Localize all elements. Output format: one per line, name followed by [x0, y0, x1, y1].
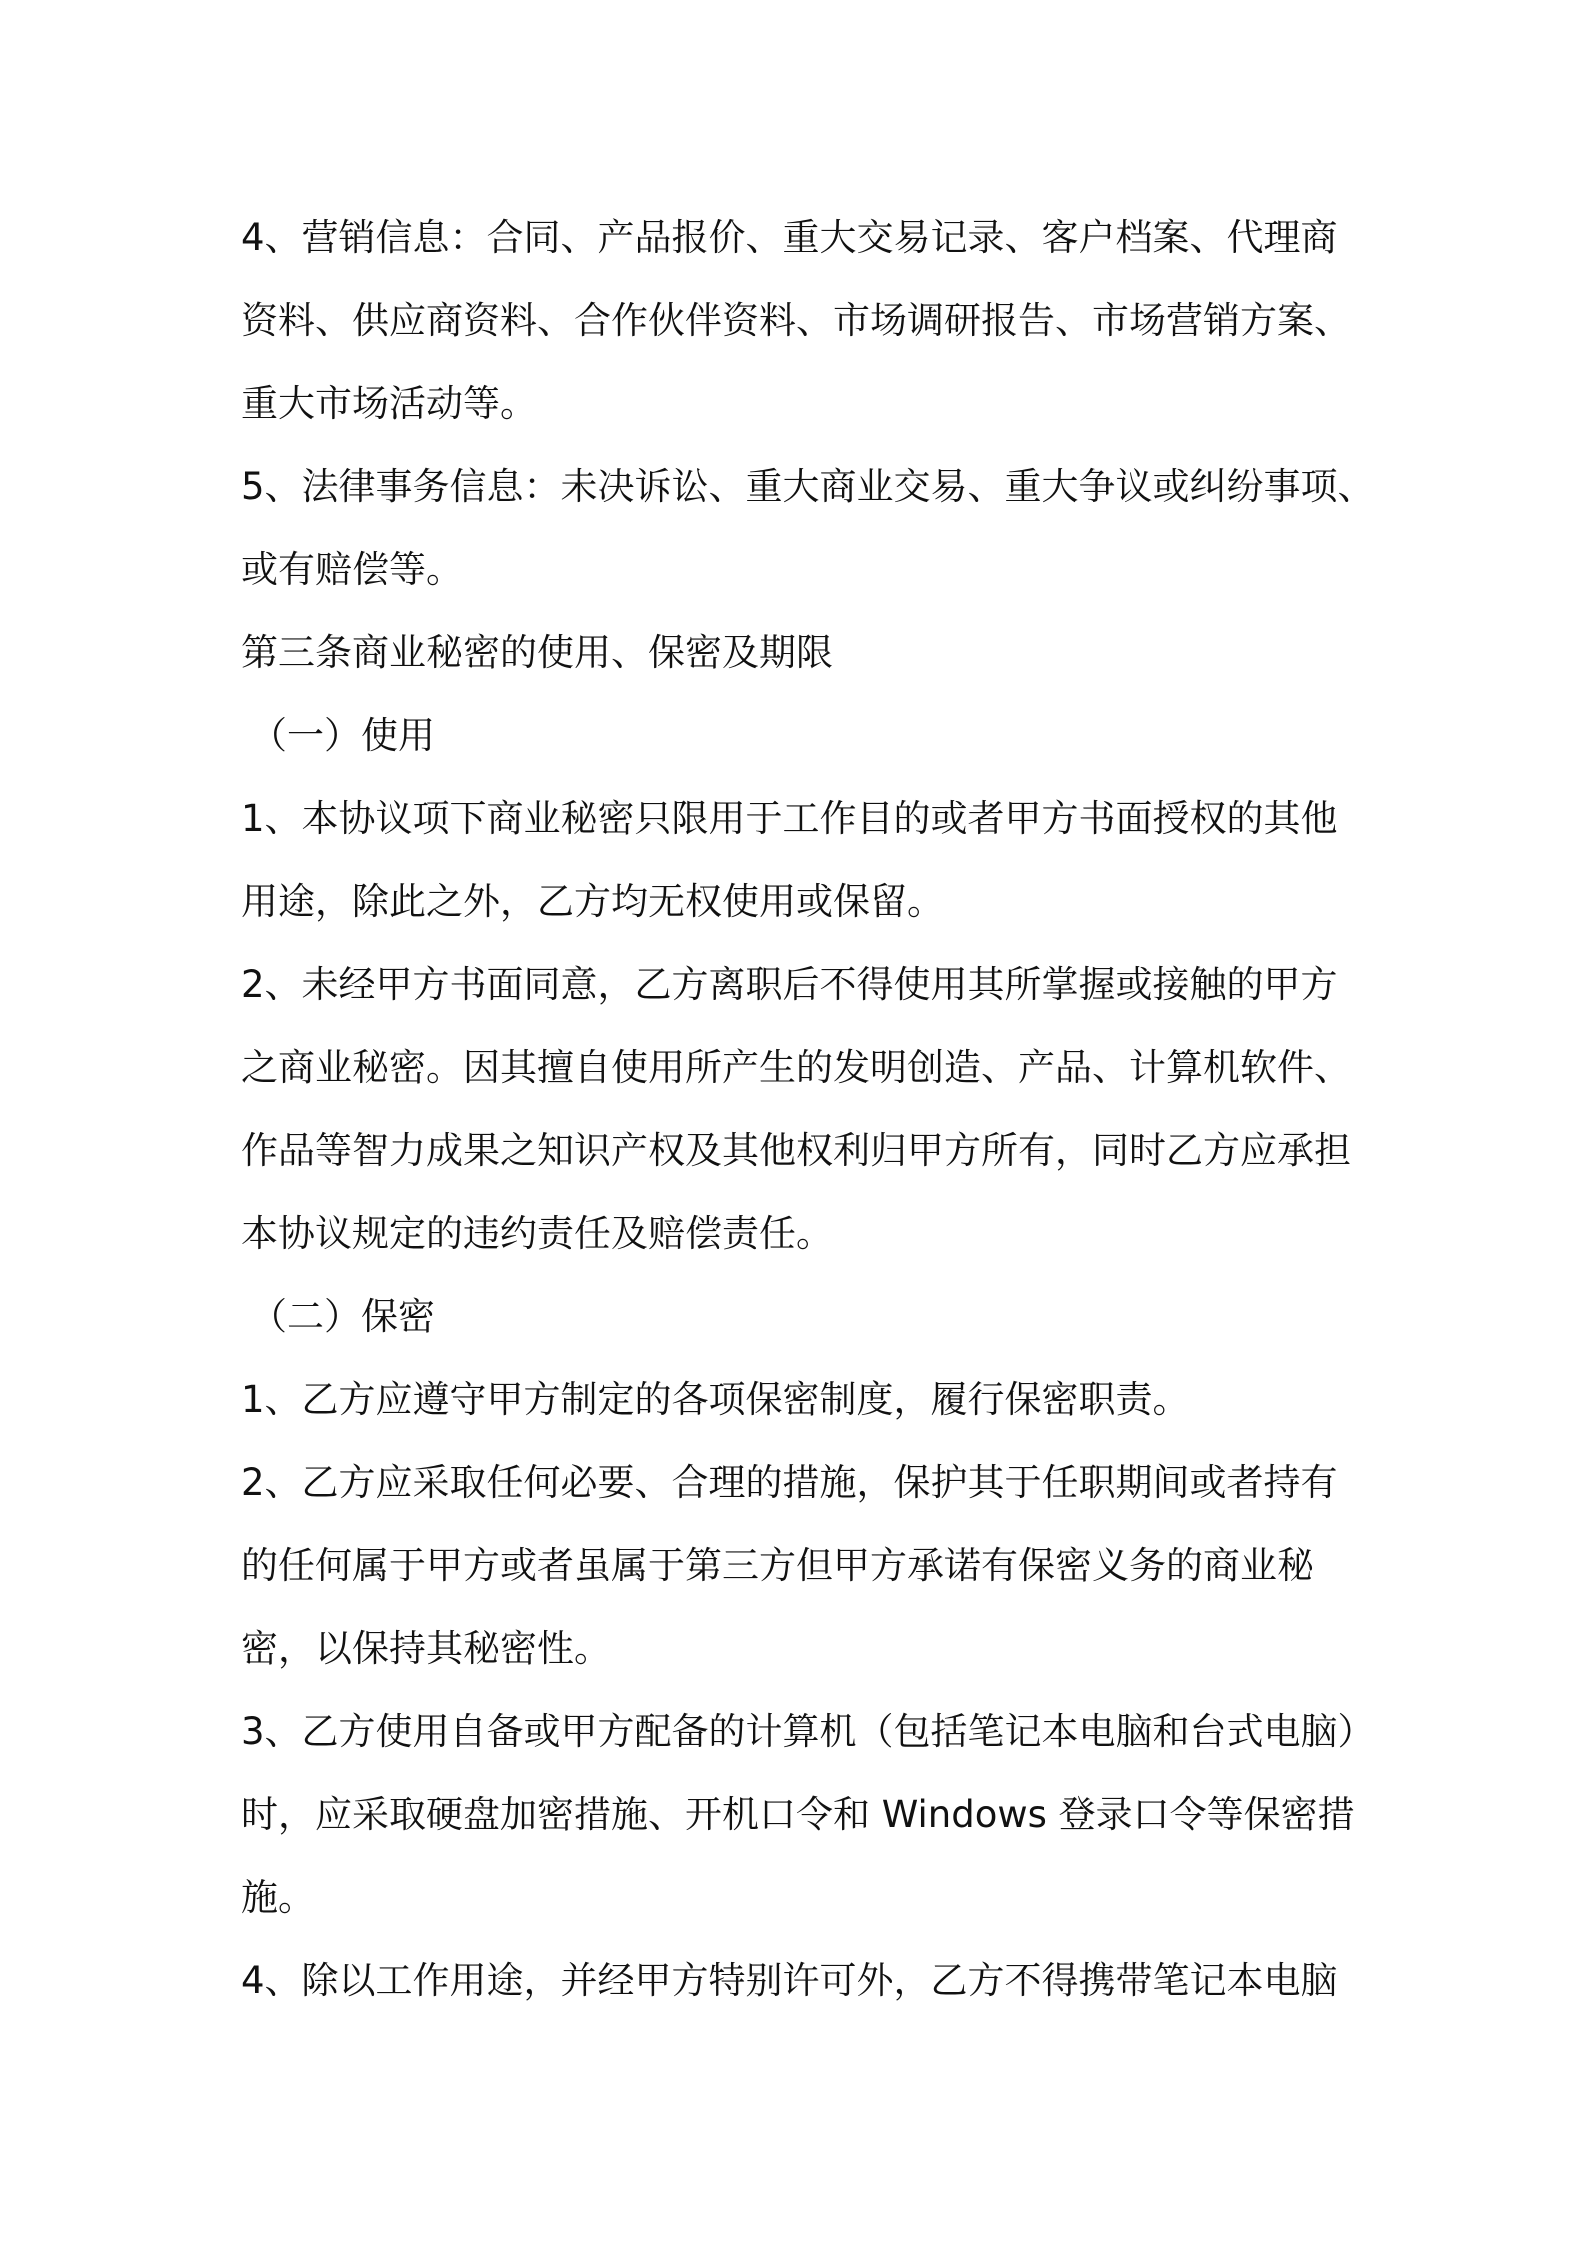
text-line: 重大市场活动等。	[241, 382, 537, 425]
text-line: 1、本协议项下商业秘密只限用于工作目的或者甲方书面授权的其他	[241, 797, 1338, 840]
text-line: 3、乙方使用自备或甲方配备的计算机（包括笔记本电脑和台式电脑）	[241, 1710, 1375, 1753]
text-line: 4、除以工作用途，并经甲方特别许可外，乙方不得携带笔记本电脑	[241, 1959, 1338, 2002]
text-line: 本协议规定的违约责任及赔偿责任。	[241, 1212, 833, 1255]
text-line: 之商业秘密。因其擅自使用所产生的发明创造、产品、计算机软件、	[241, 1046, 1351, 1089]
subsection-heading: （二）保密	[250, 1295, 435, 1338]
text-line: 或有赔偿等。	[241, 548, 463, 591]
text-line: 4、营销信息：合同、产品报价、重大交易记录、客户档案、代理商	[241, 216, 1338, 259]
text-line: 施。	[241, 1876, 315, 1919]
text-line: 资料、供应商资料、合作伙伴资料、市场调研报告、市场营销方案、	[241, 299, 1351, 342]
document-body	[241, 196, 1375, 2022]
section-heading: 第三条商业秘密的使用、保密及期限	[241, 631, 833, 674]
text-line: 2、未经甲方书面同意，乙方离职后不得使用其所掌握或接触的甲方	[241, 963, 1338, 1006]
text-line: 作品等智力成果之知识产权及其他权利归甲方所有，同时乙方应承担	[241, 1129, 1351, 1172]
text-line: 的任何属于甲方或者虽属于第三方但甲方承诺有保密义务的商业秘	[241, 1544, 1314, 1587]
text-line: 2、乙方应采取任何必要、合理的措施，保护其于任职期间或者持有	[241, 1461, 1338, 1504]
text-line: 时，应采取硬盘加密措施、开机口令和 Windows 登录口令等保密措	[241, 1793, 1355, 1836]
text-line: 密，以保持其秘密性。	[241, 1627, 611, 1670]
text-line: 1、乙方应遵守甲方制定的各项保密制度，履行保密职责。	[241, 1378, 1190, 1421]
text-line: 用途，除此之外，乙方均无权使用或保留。	[241, 880, 944, 923]
subsection-heading: （一）使用	[250, 714, 435, 757]
text-line: 5、法律事务信息：未决诉讼、重大商业交易、重大争议或纠纷事项、	[241, 465, 1375, 508]
